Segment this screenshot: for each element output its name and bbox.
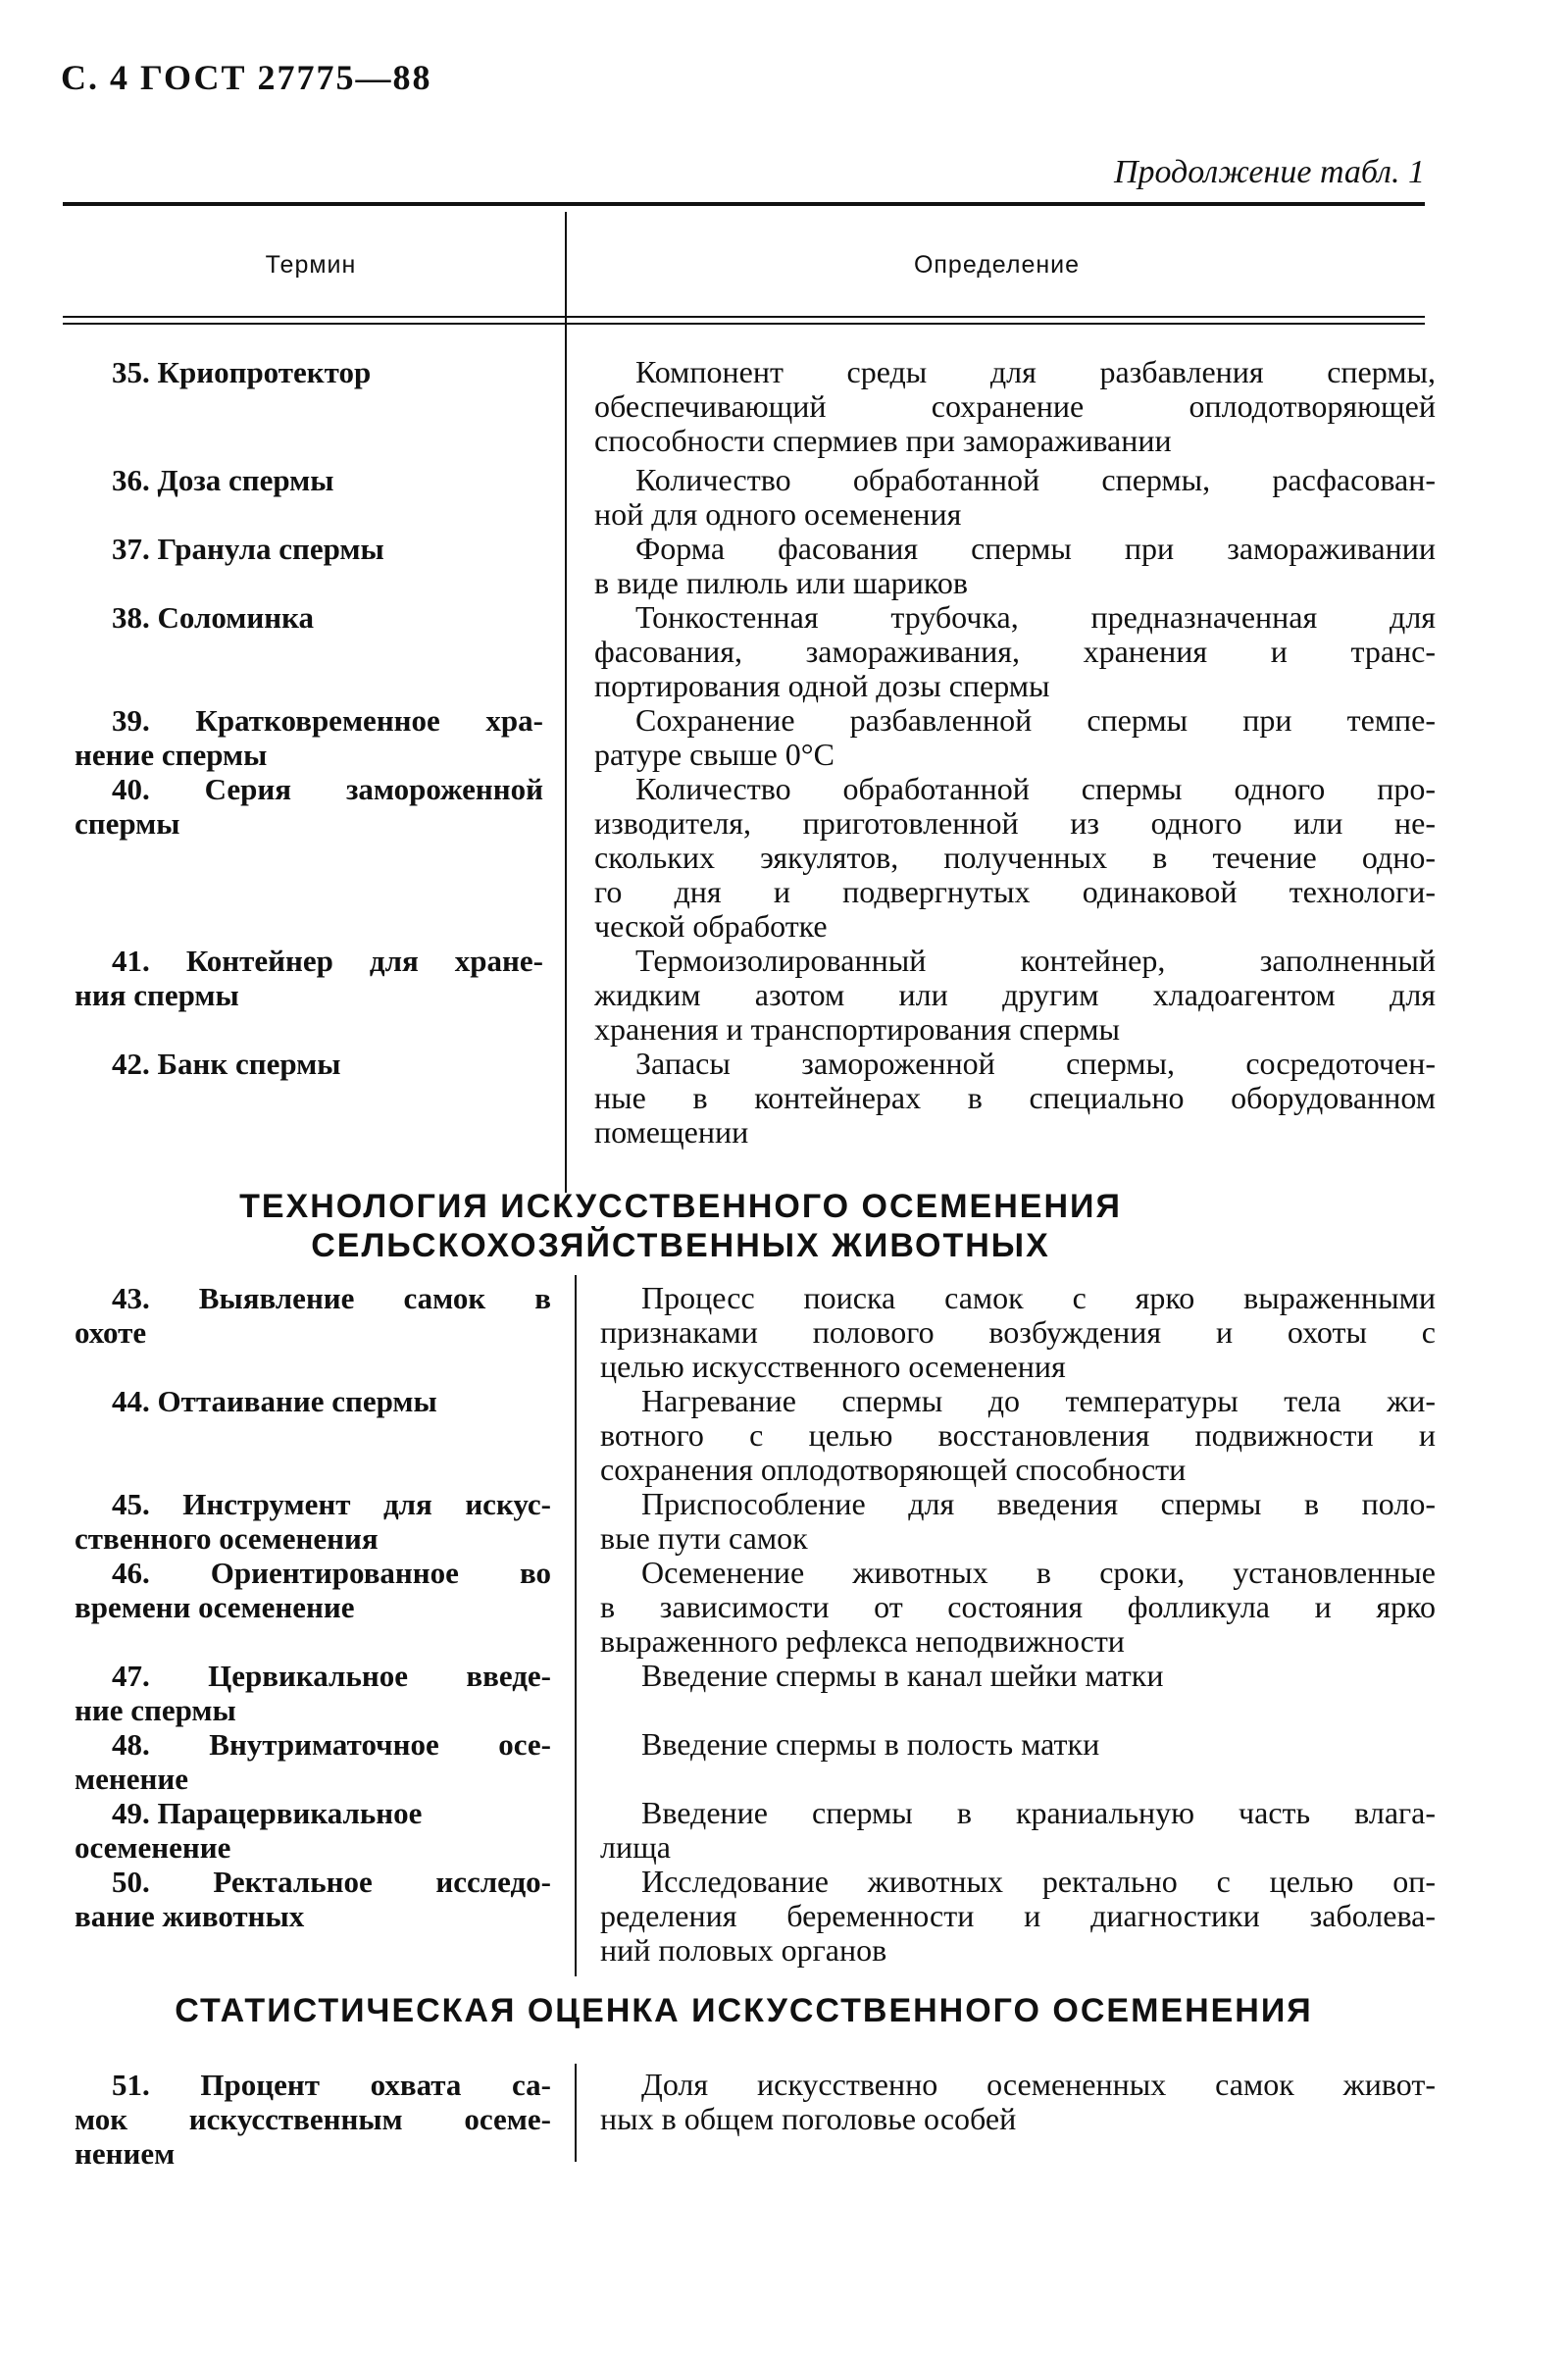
term-line: охоте bbox=[75, 1315, 147, 1350]
definition bbox=[594, 463, 1436, 532]
term-line: 44. Оттаивание спермы bbox=[112, 1384, 437, 1418]
column-divider bbox=[575, 1275, 577, 1976]
term-line: вание животных bbox=[75, 1899, 305, 1933]
section-heading bbox=[63, 1991, 1425, 2030]
definition-line: Сохранение разбавленной спермы при темпе- bbox=[635, 702, 1436, 738]
definition-line: Термоизолированный контейнер, заполненный bbox=[635, 943, 1436, 978]
definition-line: Доля искусственно осемененных самок живот- bbox=[641, 2067, 1436, 2102]
term-line: 42. Банк спермы bbox=[112, 1047, 341, 1081]
term bbox=[75, 1865, 551, 1933]
term-line: нением bbox=[75, 2136, 176, 2171]
definition-line: ческой обработке bbox=[594, 908, 828, 944]
term-line: осеменение bbox=[75, 1830, 231, 1865]
term-line: 40. Серия замороженной bbox=[112, 772, 543, 806]
term bbox=[75, 2068, 551, 2171]
term bbox=[75, 944, 543, 1012]
term bbox=[75, 600, 543, 635]
definition-line: скольких эякулятов, полученных в течение одно- bbox=[594, 840, 1436, 875]
definition-line: признаками полового возбуждения и охоты с bbox=[600, 1314, 1436, 1350]
definition-line: Процесс поиска самок с ярко выраженными bbox=[641, 1280, 1436, 1315]
definition-line: Компонент среды для разбавления спермы, bbox=[635, 354, 1436, 389]
definition-line: в зависимости от состояния фолликула и ярко bbox=[600, 1589, 1436, 1624]
definition-line: Количество обработанной спермы одного про- bbox=[635, 771, 1436, 806]
term-line: времени осеменение bbox=[75, 1590, 355, 1624]
definition-line: обеспечивающий сохранение оплодотворяющей bbox=[594, 388, 1436, 424]
section-heading bbox=[63, 1187, 1298, 1265]
page-header: С. 4 ГОСТ 27775—88 bbox=[61, 58, 432, 97]
term bbox=[75, 772, 543, 841]
term-line: 50. Ректальное исследо- bbox=[112, 1865, 551, 1899]
definition-line: Осеменение животных в сроки, установленные bbox=[641, 1555, 1436, 1590]
definition-line: Введение спермы в краниальную часть влага- bbox=[641, 1795, 1436, 1830]
definition-line: Введение спермы в полость матки bbox=[641, 1726, 1100, 1762]
term bbox=[75, 703, 543, 772]
term bbox=[75, 1384, 551, 1418]
definition bbox=[600, 1659, 1436, 1693]
definition-line: Исследование животных ректально с целью оп- bbox=[641, 1864, 1436, 1899]
term bbox=[75, 532, 543, 566]
term-line: 47. Цервикальное введе- bbox=[112, 1659, 551, 1693]
column-divider bbox=[575, 2064, 577, 2162]
term-line: 39. Кратковременное хра- bbox=[112, 703, 543, 738]
column-header-term: Термин bbox=[265, 251, 357, 279]
column-header-definition: Определение bbox=[913, 251, 1081, 279]
definition bbox=[594, 772, 1436, 944]
term-line: 41. Контейнер для хране- bbox=[112, 944, 543, 978]
definition bbox=[594, 355, 1436, 458]
term bbox=[75, 355, 543, 389]
term bbox=[75, 1727, 551, 1796]
term-line: 51. Процент охвата са- bbox=[112, 2068, 551, 2102]
term bbox=[75, 1796, 551, 1865]
term-line: 45. Инструмент для искус- bbox=[112, 1487, 551, 1521]
definition-line: целью искусственного осеменения bbox=[600, 1349, 1066, 1384]
definition-line: ной для одного осеменения bbox=[594, 496, 962, 532]
definition bbox=[600, 1487, 1436, 1556]
term-line: мок искусственным осеме- bbox=[75, 2102, 551, 2136]
definition-line: помещении bbox=[594, 1114, 749, 1150]
definition-line: го дня и подвергнутых одинаковой технологи- bbox=[594, 874, 1436, 909]
definition-line: жидким азотом или другим хладоагентом для bbox=[594, 977, 1436, 1012]
definition bbox=[600, 1281, 1436, 1384]
definition-line: ратуре свыше 0°С bbox=[594, 737, 835, 772]
header-rule bbox=[63, 323, 1425, 325]
definition-line: лища bbox=[600, 1829, 671, 1865]
definition-line: изводителя, приготовленной из одного или не- bbox=[594, 805, 1436, 841]
definition-line: ределения беременности и диагностики заболева- bbox=[600, 1898, 1436, 1933]
definition bbox=[600, 1384, 1436, 1487]
definition-line: Форма фасования спермы при замораживании bbox=[635, 531, 1436, 566]
term-line: ние спермы bbox=[75, 1693, 236, 1727]
definition bbox=[594, 944, 1436, 1047]
definition bbox=[600, 1865, 1436, 1968]
definition-line: сохранения оплодотворяющей способности bbox=[600, 1452, 1187, 1487]
definition-line: Запасы замороженной спермы, сосредоточен- bbox=[635, 1046, 1436, 1081]
definition bbox=[600, 1727, 1436, 1762]
definition-line: выраженного рефлекса неподвижности bbox=[600, 1623, 1125, 1659]
term-line: 43. Выявление самок в bbox=[112, 1281, 551, 1315]
definition bbox=[600, 1556, 1436, 1659]
definition-line: ных в общем поголовье особей bbox=[600, 2101, 1017, 2136]
definition bbox=[594, 600, 1436, 703]
term-line: нение спермы bbox=[75, 738, 268, 772]
header-rule bbox=[63, 316, 1425, 318]
definition bbox=[600, 2068, 1436, 2136]
term bbox=[75, 1659, 551, 1727]
definition-line: Нагревание спермы до температуры тела жи- bbox=[641, 1383, 1436, 1418]
definition-line: фасования, замораживания, хранения и транс- bbox=[594, 634, 1436, 669]
term-line: спермы bbox=[75, 806, 180, 841]
term bbox=[75, 1281, 551, 1350]
term-line: 37. Гранула спермы bbox=[112, 532, 384, 566]
definition-line: вые пути самок bbox=[600, 1520, 808, 1556]
term-line: ния спермы bbox=[75, 978, 239, 1012]
term bbox=[75, 463, 543, 497]
term-line: 49. Парацервикальное bbox=[112, 1796, 423, 1830]
definition-line: хранения и транспортирования спермы bbox=[594, 1011, 1120, 1047]
section-heading-line: СТАТИСТИЧЕСКАЯ ОЦЕНКА ИСКУССТВЕННОГО ОСЕМЕНЕНИЯ bbox=[175, 1992, 1313, 2029]
definition-line: в виде пилюль или шариков bbox=[594, 565, 968, 600]
definition bbox=[594, 703, 1436, 772]
definition-line: вотного с целью восстановления подвижности и bbox=[600, 1417, 1436, 1453]
term-line: 46. Ориентированное во bbox=[112, 1556, 551, 1590]
term bbox=[75, 1047, 543, 1081]
term-line: ственного осеменения bbox=[75, 1521, 379, 1556]
table-top-rule bbox=[63, 202, 1425, 206]
definition-line: способности спермиев при замораживании bbox=[594, 423, 1172, 458]
definition-line: Приспособление для введения спермы в поло- bbox=[641, 1486, 1436, 1521]
definition-line: Тонкостенная трубочка, предназначенная для bbox=[635, 599, 1436, 635]
column-divider bbox=[565, 212, 567, 1193]
term-line: 36. Доза спермы bbox=[112, 463, 334, 497]
section-heading-line: СЕЛЬСКОХОЗЯЙСТВЕННЫХ ЖИВОТНЫХ bbox=[311, 1227, 1050, 1264]
term-line: 48. Внутриматочное осе- bbox=[112, 1727, 551, 1762]
term-line: менение bbox=[75, 1762, 188, 1796]
section-heading-line: ТЕХНОЛОГИЯ ИСКУССТВЕННОГО ОСЕМЕНЕНИЯ bbox=[239, 1188, 1122, 1225]
term bbox=[75, 1487, 551, 1556]
definition-line: ные в контейнерах в специально оборудованном bbox=[594, 1080, 1436, 1115]
term bbox=[75, 1556, 551, 1624]
definition bbox=[594, 1047, 1436, 1150]
term-line: 35. Криопротектор bbox=[112, 355, 372, 389]
definition bbox=[594, 532, 1436, 600]
definition-line: портирования одной дозы спермы bbox=[594, 668, 1050, 703]
definition-line: ний половых органов bbox=[600, 1932, 887, 1968]
definition-line: Количество обработанной спермы, расфасован- bbox=[635, 462, 1436, 497]
term-line: 38. Соломинка bbox=[112, 600, 315, 635]
table-continuation-label: Продолжение табл. 1 bbox=[1113, 154, 1425, 190]
definition bbox=[600, 1796, 1436, 1865]
definition-line: Введение спермы в канал шейки матки bbox=[641, 1658, 1164, 1693]
